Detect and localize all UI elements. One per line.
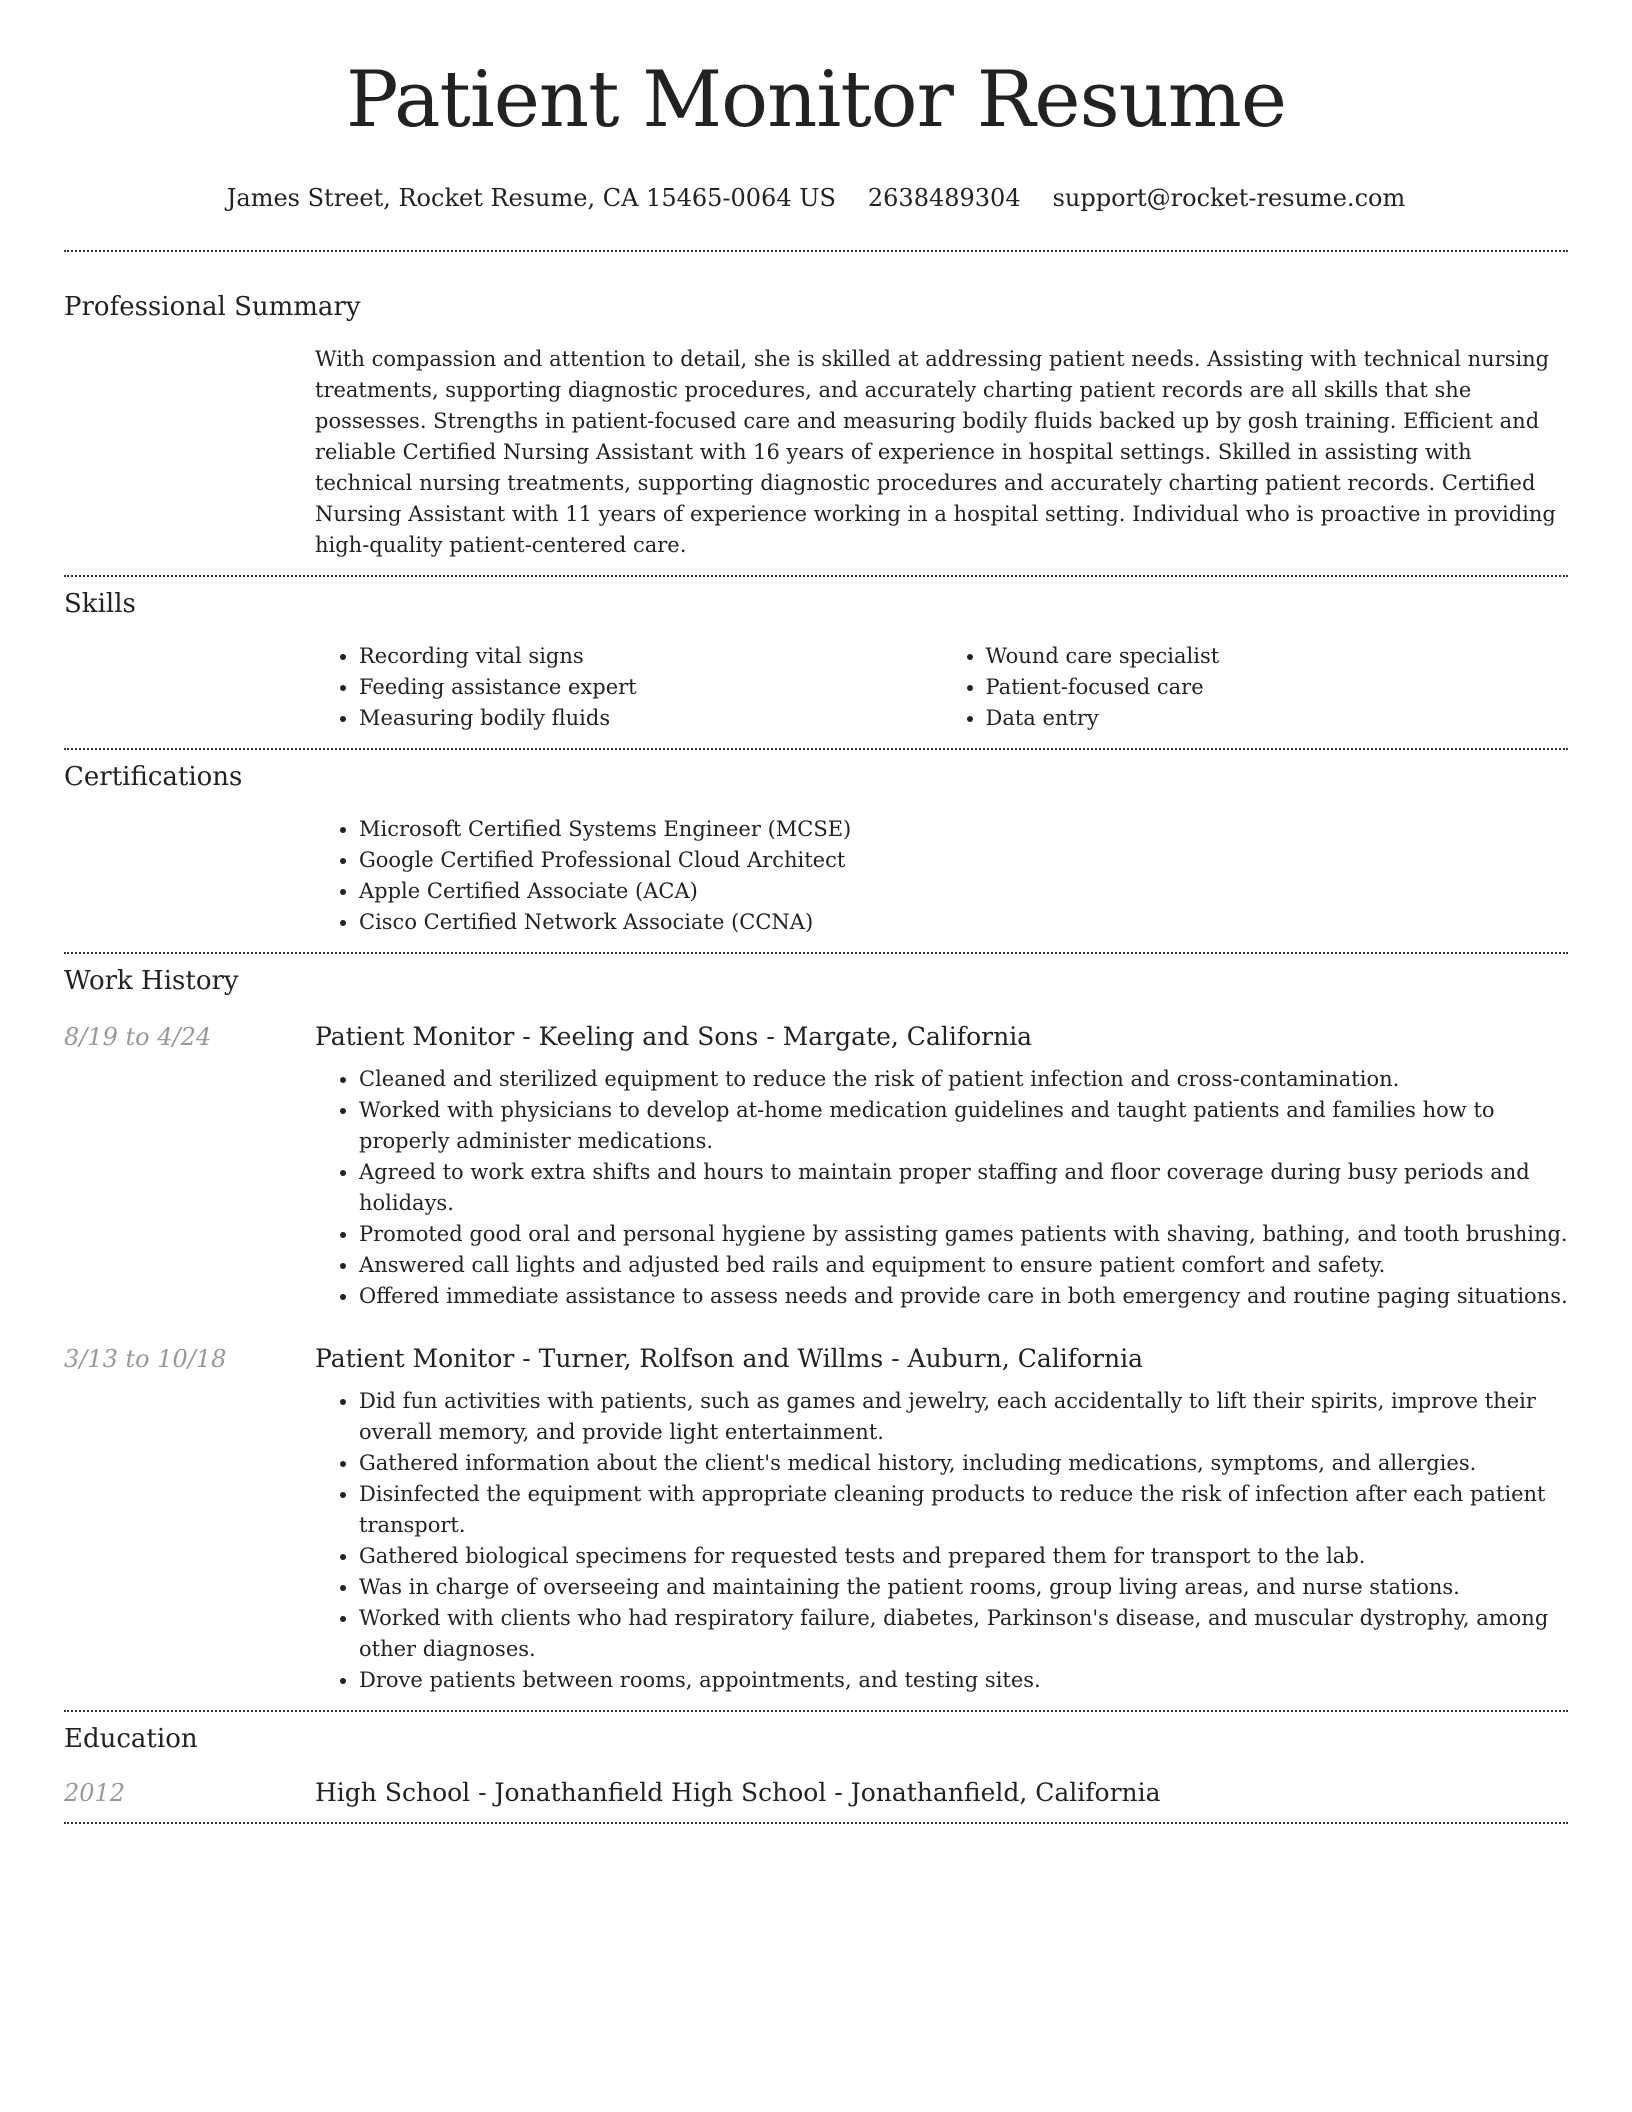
skill-item: • Wound care specialist	[986, 641, 1569, 672]
certifications-list	[315, 814, 1568, 938]
job-bullet: • Cleaned and sterilized equipment to reduce the risk of patient infection and cross-contamination.	[359, 1064, 1568, 1095]
job-entry	[64, 1342, 1568, 1696]
skills-section	[64, 577, 1568, 748]
job-bullet: • Worked with clients who had respiratory failure, diabetes, Parkinson's disease, and muscular dystrophy, among other diagnoses.	[359, 1603, 1568, 1665]
skill-item: • Recording vital signs	[359, 641, 942, 672]
job-title: Patient Monitor - Turner, Rolfson and Willms - Auburn, California	[315, 1344, 1144, 1373]
summary-text: With compassion and attention to detail, she is skilled at addressing patient needs. Assisting with technical nursing treatments, supporting diagnostic procedures, and accurately charting patient records are all skills that she possesses. Strengths in patient-focused care and measuring bodily fluids backed up by gosh training. Efficient and reliable Certified Nursing Assistant with 16 years of experience in hospital settings. Skilled in assisting with technical nursing treatments, supporting diagnostic procedures and accurately charting patient records. Certified Nursing Assistant with 11 years of experience working in a hospital setting. Individual who is proactive in providing high-quality patient-centered care.	[315, 347, 1556, 557]
skill-item: • Data entry	[986, 703, 1569, 734]
education-section	[64, 1712, 1568, 1822]
job-header	[64, 1342, 1568, 1376]
certification-item: • Microsoft Certified Systems Engineer (MCSE)	[359, 814, 1568, 845]
skill-item: • Measuring bodily fluids	[359, 703, 942, 734]
job-bullet: • Drove patients between rooms, appointments, and testing sites.	[359, 1665, 1568, 1696]
job-bullet: • Worked with physicians to develop at-home medication guidelines and taught patients and families how to properly administer medications.	[359, 1095, 1568, 1157]
skill-item: • Patient-focused care	[986, 672, 1569, 703]
job-bullets	[315, 1064, 1568, 1312]
job-details	[315, 1386, 1568, 1696]
contact-line	[64, 182, 1568, 214]
skills-heading: Skills	[64, 589, 136, 619]
skills-list-right	[942, 641, 1569, 734]
job-dates: 8/19 to 4/24	[64, 1023, 212, 1051]
job-bullet: • Was in charge of overseeing and maintaining the patient rooms, group living areas, and nurse stations.	[359, 1572, 1568, 1603]
job-bullet: • Disinfected the equipment with appropriate cleaning products to reduce the risk of infection after each patient transport.	[359, 1479, 1568, 1541]
job-header	[64, 1020, 1568, 1054]
section-divider	[64, 1822, 1568, 1824]
job-details	[315, 1064, 1568, 1312]
job-bullet: • Gathered information about the client's medical history, including medications, symptoms, and allergies.	[359, 1448, 1568, 1479]
job-bullet: • Promoted good oral and personal hygiene by assisting games patients with shaving, bathing, and tooth brushing.	[359, 1219, 1568, 1250]
job-bullet: • Offered immediate assistance to assess needs and provide care in both emergency and routine paging situations.	[359, 1281, 1568, 1312]
education-title: High School - Jonathanfield High School - Jonathanfield, California	[315, 1778, 1161, 1807]
certification-item: • Apple Certified Associate (ACA)	[359, 876, 1568, 907]
resume-title: Patient Monitor Resume	[346, 55, 1286, 145]
contact-address: James Street, Rocket Resume, CA 15465-0064 US	[226, 184, 836, 212]
skill-item: • Feeding assistance expert	[359, 672, 942, 703]
education-heading: Education	[64, 1724, 198, 1754]
education-entry	[64, 1776, 1568, 1810]
education-year: 2012	[64, 1779, 126, 1807]
summary-section	[64, 252, 1568, 575]
contact-phone: 2638489304	[867, 184, 1021, 212]
skills-grid	[315, 641, 1568, 734]
job-dates: 3/13 to 10/18	[64, 1345, 227, 1373]
skills-list-left	[315, 641, 942, 734]
summary-body	[315, 344, 1568, 561]
certifications-section	[64, 750, 1568, 952]
work-section	[64, 954, 1568, 1710]
job-title: Patient Monitor - Keeling and Sons - Margate, California	[315, 1022, 1033, 1051]
job-bullets	[315, 1386, 1568, 1696]
contact-email: support@rocket-resume.com	[1052, 184, 1406, 212]
job-bullet: • Did fun activities with patients, such as games and jewelry, each accidentally to lift their spirits, improve their overall memory, and provide light entertainment.	[359, 1386, 1568, 1448]
certification-item: • Google Certified Professional Cloud Architect	[359, 845, 1568, 876]
job-bullet: • Answered call lights and adjusted bed rails and equipment to ensure patient comfort and safety.	[359, 1250, 1568, 1281]
summary-heading: Professional Summary	[64, 292, 361, 322]
job-entry	[64, 1020, 1568, 1312]
certifications-body	[315, 814, 1568, 938]
certifications-heading: Certifications	[64, 762, 243, 792]
certification-item: • Cisco Certified Network Associate (CCNA)	[359, 907, 1568, 938]
work-heading: Work History	[64, 966, 239, 996]
job-bullet: • Gathered biological specimens for requested tests and prepared them for transport to the lab.	[359, 1541, 1568, 1572]
job-bullet: • Agreed to work extra shifts and hours to maintain proper staffing and floor coverage during busy periods and holidays.	[359, 1157, 1568, 1219]
